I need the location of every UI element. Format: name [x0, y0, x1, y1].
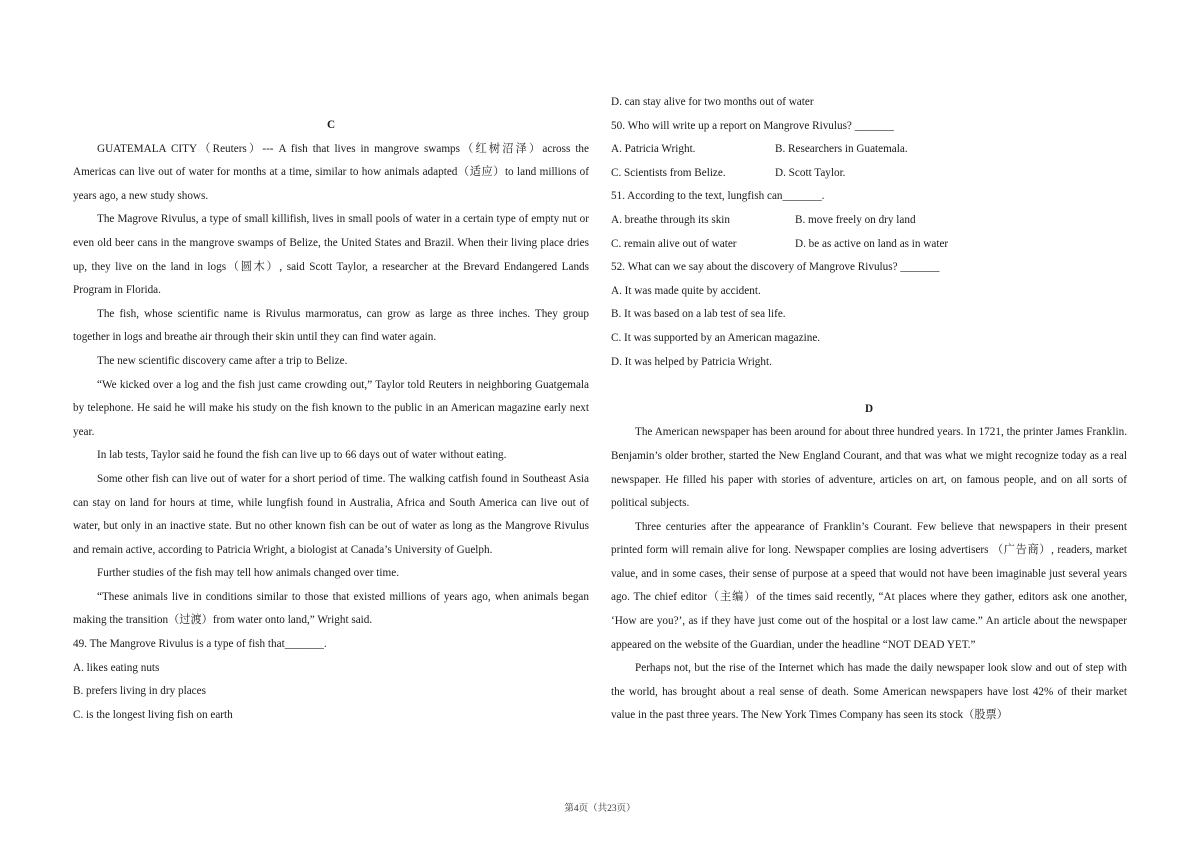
section-d-title: D [864, 402, 874, 415]
paragraph: The new scientific discovery came after a trip to Belize. [97, 354, 348, 367]
right-column [611, 91, 1127, 728]
paragraph: The fish, whose scientific name is Rivulus marmoratus, can grow as large as three inches. They group together in logs and breathe air through their skin until they can find water again. [73, 307, 589, 344]
option-row [611, 209, 1127, 233]
option: C. remain alive out of water [611, 237, 737, 250]
option-row [611, 162, 1127, 186]
option: B. prefers living in dry places [73, 685, 206, 698]
option: B. It was based on a lab test of sea life. [611, 308, 786, 321]
paragraph: The Magrove Rivulus, a type of small killifish, lives in small pools of water in a certain type of empty nut or even old beer cans in the mangrove swamps of Belize, the United States and Brazil. When their living place dries up, they live on the land in logs（圆木）, said Scott Taylor, a researcher at the Brevard Endangered Lands Program in Florida. [73, 213, 589, 297]
option: A. likes eating nuts [73, 661, 160, 674]
option: A. Patricia Wright. [611, 143, 696, 156]
option-row [611, 138, 1127, 162]
paragraph: Perhaps not, but the rise of the Internet which has made the daily newspaper look slow and out of step with the world, has brought about a real sense of death. Some American newspapers have lost 42% of their market value in the past three years. The New York Times Company has seen its stock（股票） [611, 662, 1127, 722]
paragraph: Some other fish can live out of water for a short period of time. The walking catfish found in Southeast Asia can stay on land for hours at time, while lungfish found in Australia, Africa and South America can live out of water, but only in an inactive state. But no other known fish can be out of water as long as the Mangrove Rivulus and remain active, according to Patricia Wright, a biologist at Canada’s University of Guelph. [73, 472, 589, 556]
paragraph: “We kicked over a log and the fish just came crowding out,” Taylor told Reuters in neighboring Guatgemala by telephone. He said he will make his study on the fish known to the public in an American magazine early next year. [73, 378, 589, 438]
paragraph: In lab tests, Taylor said he found the fish can live up to 66 days out of water without eating. [97, 449, 507, 462]
option: D. Scott Taylor. [775, 166, 846, 179]
option: B. Researchers in Guatemala. [775, 143, 908, 156]
paragraph: Three centuries after the appearance of Franklin’s Courant. Few believe that newspapers in their present printed form will remain alive for long. Newspaper complies are losing advertisers （广告商）, readers, market value, and in some cases, their sense of purpose at a speed that would not have been imaginable just several years ago. The chief editor（主编）of the times said recently, “At places where they gather, editors ask one another, ‘How are you?’, as if they have just come out of the hospital or a lost law came.” An article about the newspaper appeared on the website of the Guardian, under the headline “NOT DEAD YET.” [611, 520, 1127, 651]
left-column [73, 114, 589, 727]
option: C. is the longest living fish on earth [73, 708, 233, 721]
spacer [611, 374, 1127, 398]
option: C. It was supported by an American magazine. [611, 331, 821, 344]
question-52: 52. What can we say about the discovery of Mangrove Rivulus? _______ [611, 261, 940, 274]
option: C. Scientists from Belize. [611, 166, 726, 179]
paragraph: The American newspaper has been around for about three hundred years. In 1721, the printer James Franklin. Benjamin’s older brother, started the New England Courant, and that was what we might recognize today as a real newspaper. He filled his paper with stories of adventure, articles on art, on famous people, and on all sorts of political subjects. [611, 426, 1127, 510]
paragraph: GUATEMALA CITY（Reuters）--- A fish that lives in mangrove swamps（红树沼泽）across the Americas can live out of water for months at a time, similar to how animals adapted（适应）to land millions of years ago, a new study shows. [73, 142, 589, 202]
option: A. breathe through its skin [611, 213, 731, 226]
option: D. can stay alive for two months out of water [611, 96, 814, 108]
question-51: 51. According to the text, lungfish can_______. [611, 190, 825, 203]
option: D. be as active on land as in water [795, 237, 949, 250]
question-50: 50. Who will write up a report on Mangrove Rivulus? _______ [611, 119, 894, 132]
page-footer: 第4页（共23页） [564, 804, 636, 814]
paragraph: “These animals live in conditions similar to those that existed millions of years ago, when animals began making the transition（过渡）from water onto land,” Wright said. [73, 590, 589, 627]
option: B. move freely on dry land [795, 213, 916, 226]
option-row [611, 233, 1127, 257]
option: A. It was made quite by accident. [611, 284, 761, 297]
section-c-title: C [326, 119, 336, 131]
option: D. It was helped by Patricia Wright. [611, 355, 772, 368]
paragraph: Further studies of the fish may tell how animals changed over time. [97, 567, 399, 580]
question-49: 49. The Mangrove Rivulus is a type of fish that_______. [73, 638, 327, 651]
